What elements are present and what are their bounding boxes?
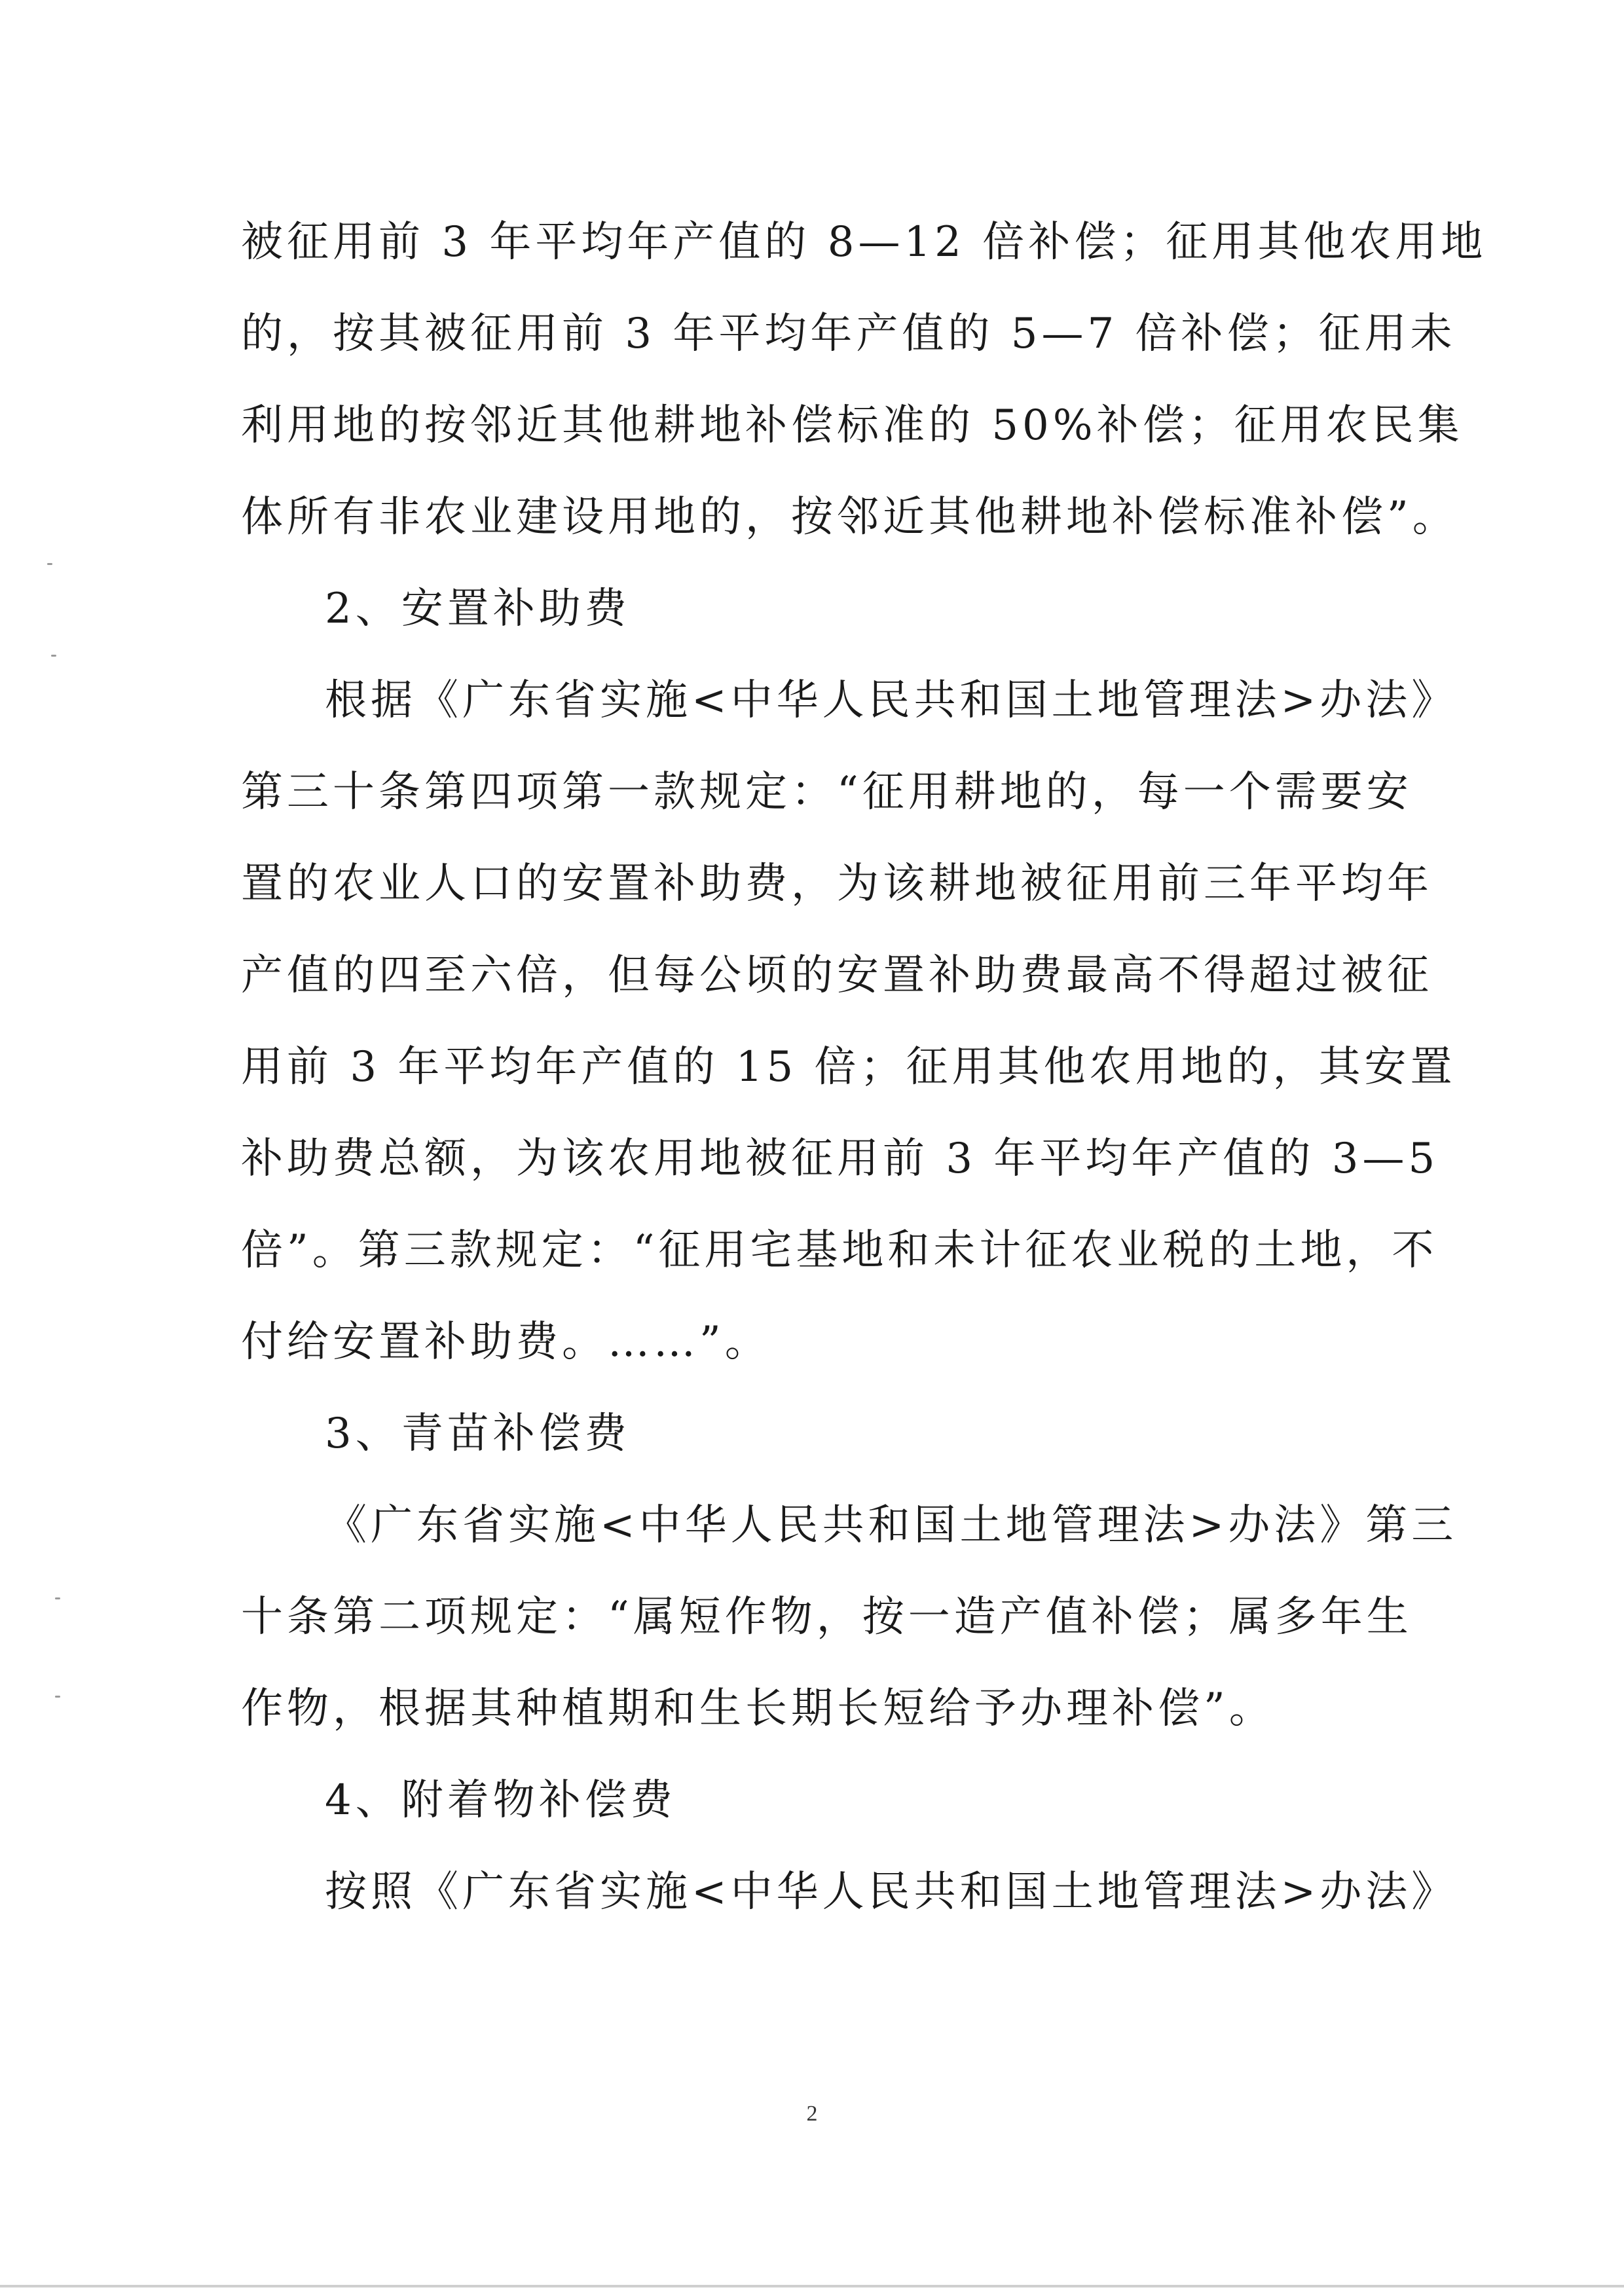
section-heading-crop-compensation: 3、青苗补偿费 (325, 1410, 631, 1458)
text-line: 付给安置补助费。……”。 (241, 1318, 771, 1366)
scan-speck (55, 1696, 60, 1698)
text-line: 第三十条第四项第一款规定：“征用耕地的，每一个需要安 (241, 768, 1412, 816)
text-line: 体所有非农业建设用地的，按邻近其他耕地补偿标准补偿”。 (241, 493, 1458, 541)
text-line: 根据《广东省实施<中华人民共和国土地管理法>办法》 (325, 676, 1458, 725)
page-number: 2 (806, 2102, 818, 2126)
scan-speck (55, 1597, 60, 1599)
scan-bottom-edge (0, 2285, 1624, 2287)
scan-speck (51, 655, 56, 657)
text-line: 按照《广东省实施<中华人民共和国土地管理法>办法》 (325, 1868, 1458, 1916)
text-line: 十条第二项规定：“属短作物，按一造产值补偿；属多年生 (241, 1593, 1412, 1641)
scan-speck (47, 563, 52, 565)
text-line: 置的农业人口的安置补助费，为该耕地被征用前三年平均年 (241, 860, 1433, 908)
text-line: 《广东省实施<中华人民共和国土地管理法>办法》第三 (325, 1501, 1458, 1550)
text-line: 产值的四至六倍，但每公顷的安置补助费最高不得超过被征 (241, 951, 1433, 1000)
text-line: 作物，根据其种植期和生长期长短给予办理补偿”。 (241, 1685, 1275, 1733)
text-line: 利用地的按邻近其他耕地补偿标准的 50%补偿；征用农民集 (241, 401, 1464, 450)
text-line: 的，按其被征用前 3 年平均年产值的 5—7 倍补偿；征用未 (241, 310, 1456, 358)
text-line: 用前 3 年平均年产值的 15 倍；征用其他农用地的，其安置 (241, 1043, 1456, 1091)
text-line: 被征用前 3 年平均年产值的 8—12 倍补偿；征用其他农用地 (241, 218, 1487, 266)
text-line: 倍”。第三款规定：“征用宅基地和未计征农业税的土地，不 (241, 1226, 1438, 1275)
body-text (241, 196, 1487, 1938)
text-line: 补助费总额，为该农用地被征用前 3 年平均年产值的 3—5 (241, 1135, 1439, 1183)
section-heading-attachment-compensation: 4、附着物补偿费 (325, 1776, 676, 1825)
section-heading-resettlement-subsidy: 2、安置补助费 (325, 585, 631, 633)
